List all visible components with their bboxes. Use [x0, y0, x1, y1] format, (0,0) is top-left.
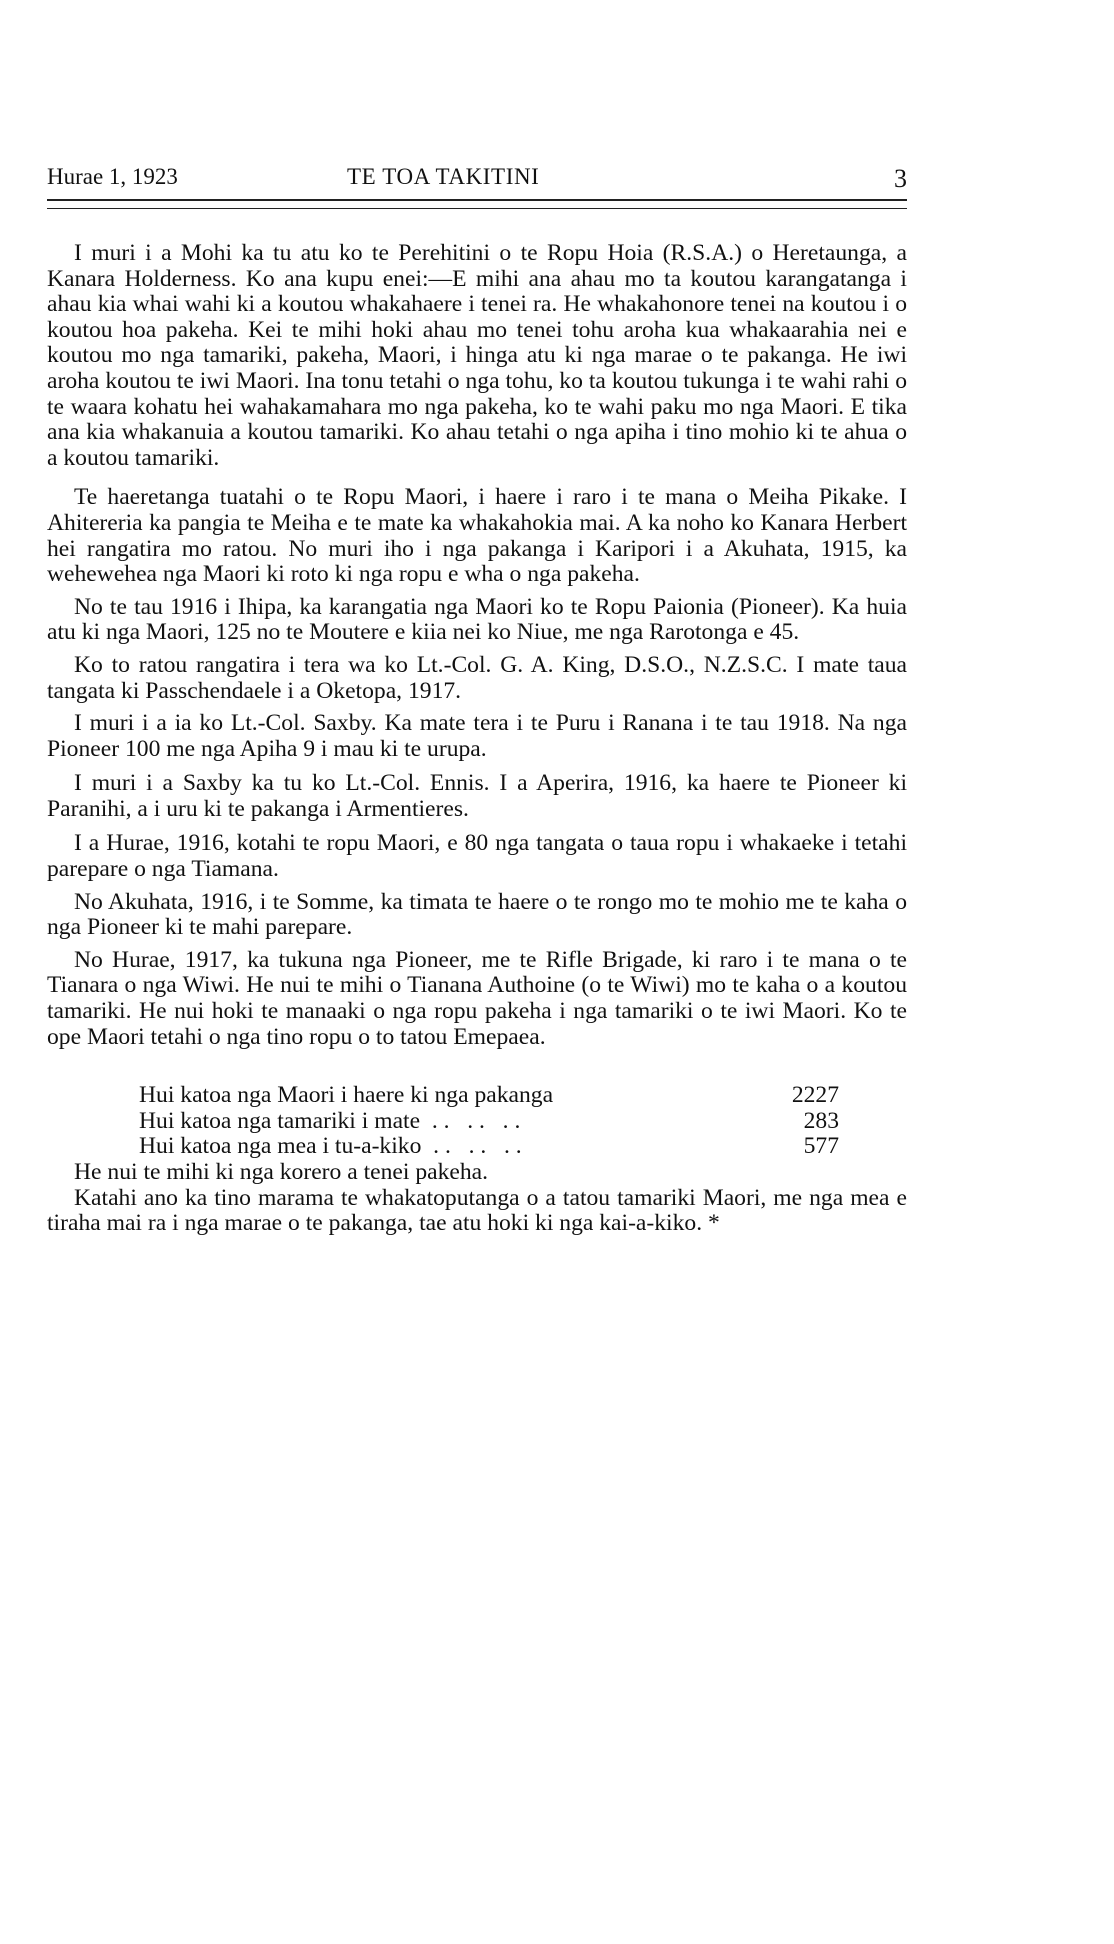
paragraph-holderness-speech: I muri i a Mohi ka tu atu ko te Perehitini o te Ropu Hoia (R.S.A.) o Heretaunga, a Kanara Holderness. Ko ana kupu enei:—E mihi ana ahau mo ta koutou karangatanga i ahau kia whai wahi ki a koutou whakahaere i tenei ra. He whakahonore tenei na koutou i o koutou hoa pakeha. Kei te mihi hoki ahau mo tenei tohu aroha kua whakaarahia nei e koutou mo nga tamariki, pakeha, Maori, i hinga atu ki nga marae o te pakanga. He iwi aroha koutou te iwi Maori. Ina tonu tetahi o nga tohu, ko ta koutou tukunga i te wahi rahi o te waara kohatu hei wahakamahara mo nga pakeha, ko te wahi paku mo nga Maori. E tika ana kia whakanuia a koutou tamariki. Ko ahau tetahi o nga apiha i tino mohio ki te ahua o a koutou tamariki. — [47, 240, 907, 471]
paragraph-ennis: I muri i a Saxby ka tu ko Lt.-Col. Ennis. I a Aperira, 1916, ka haere te Pioneer ki Paranihi, a i uru ki te pakanga i Armentieres. — [47, 770, 907, 822]
paragraph-rifle-brigade: No Hurae, 1917, ka tukuna nga Pioneer, me te Rifle Brigade, ki raro i te mana o te Tianara o nga Wiwi. He nui te mihi o Tianana Authoine (o te Wiwi) mo te kaha o a koutou tamariki. He nui hoki te manaaki o nga ropu pakeha i nga tamariki o te iwi Maori. Ko te ope Maori tetahi o nga tino ropu o to tatou Emepaea. — [47, 946, 907, 1050]
casualty-statistics — [139, 1083, 839, 1160]
issue-date: Hurae 1, 1923 — [47, 164, 178, 189]
paragraph-raid: I a Hurae, 1916, kotahi te ropu Maori, e 80 nga tangata o taua ropu i whakaeke i tetahi parepare o nga Tiamana. — [47, 830, 907, 883]
paragraph-first-contingent: Te haeretanga tuatahi o te Ropu Maori, i haere i raro i te mana o Meiha Pikake. I Ahitereria ka pangia te Meiha e te mate ka whakahokia mai. A ka noho ko Kanara Herbert hei rangatira mo ratou. No muri iho i nga pakanga i Karipori i a Akuhata, 1915, ka wehewehea nga Maori ki roto ki nga ropu e wha o nga pakeha. — [47, 484, 907, 588]
header-rule-top — [47, 199, 907, 201]
paragraph-conclusion: Katahi ano ka tino marama te whakatoputanga o a tatou tamariki Maori, me nga mea e tiraha mai ra i nga marae o te pakanga, tae atu hoki ki nga kai-a-kiko. * — [47, 1184, 907, 1237]
stats-row — [139, 1109, 839, 1135]
stats-label: Hui katoa nga tamariki i mate . . . . . . — [139, 1107, 521, 1134]
stats-label: Hui katoa nga mea i tu-a-kiko . . . . . . — [139, 1133, 522, 1160]
paragraph-king: Ko to ratou rangatira i tera wa ko Lt.-Col. G. A. King, D.S.O., N.Z.S.C. I mate taua tangata ki Passchendaele i a Oketopa, 1917. — [47, 651, 907, 704]
paragraph-somme: No Akuhata, 1916, i te Somme, ka timata te haere o te rongo mo te mohio me te kaha o nga Pioneer ki te mahi parepare. — [47, 888, 907, 941]
publication-title: TE TOA TAKITINI — [347, 164, 540, 189]
page-number: 3 — [894, 164, 907, 193]
stats-label: Hui katoa nga Maori i haere ki nga pakanga — [139, 1082, 554, 1109]
stats-value: 2227 — [791, 1082, 839, 1109]
header-rule-bottom — [47, 208, 907, 209]
running-header — [47, 162, 907, 196]
stats-row — [139, 1083, 839, 1109]
stats-value: 283 — [803, 1107, 839, 1134]
paragraph-pioneer-battalion: No te tau 1916 i Ihipa, ka karangatia nga Maori ko te Ropu Paionia (Pioneer). Ka huia atu ki nga Maori, 125 no te Moutere e kiia nei ko Niue, me nga Rarotonga e 45. — [47, 593, 907, 646]
article-body — [47, 241, 907, 1237]
paragraph-thanks: He nui te mihi ki nga korero a tenei pakeha. — [74, 1159, 489, 1185]
stats-row — [139, 1134, 839, 1160]
paragraph-saxby: I muri i a ia ko Lt.-Col. Saxby. Ka mate tera i te Puru i Ranana i te tau 1918. Na nga Pioneer 100 me nga Apiha 9 i mau ki te urupa. — [47, 710, 907, 762]
stats-value: 577 — [803, 1133, 839, 1160]
